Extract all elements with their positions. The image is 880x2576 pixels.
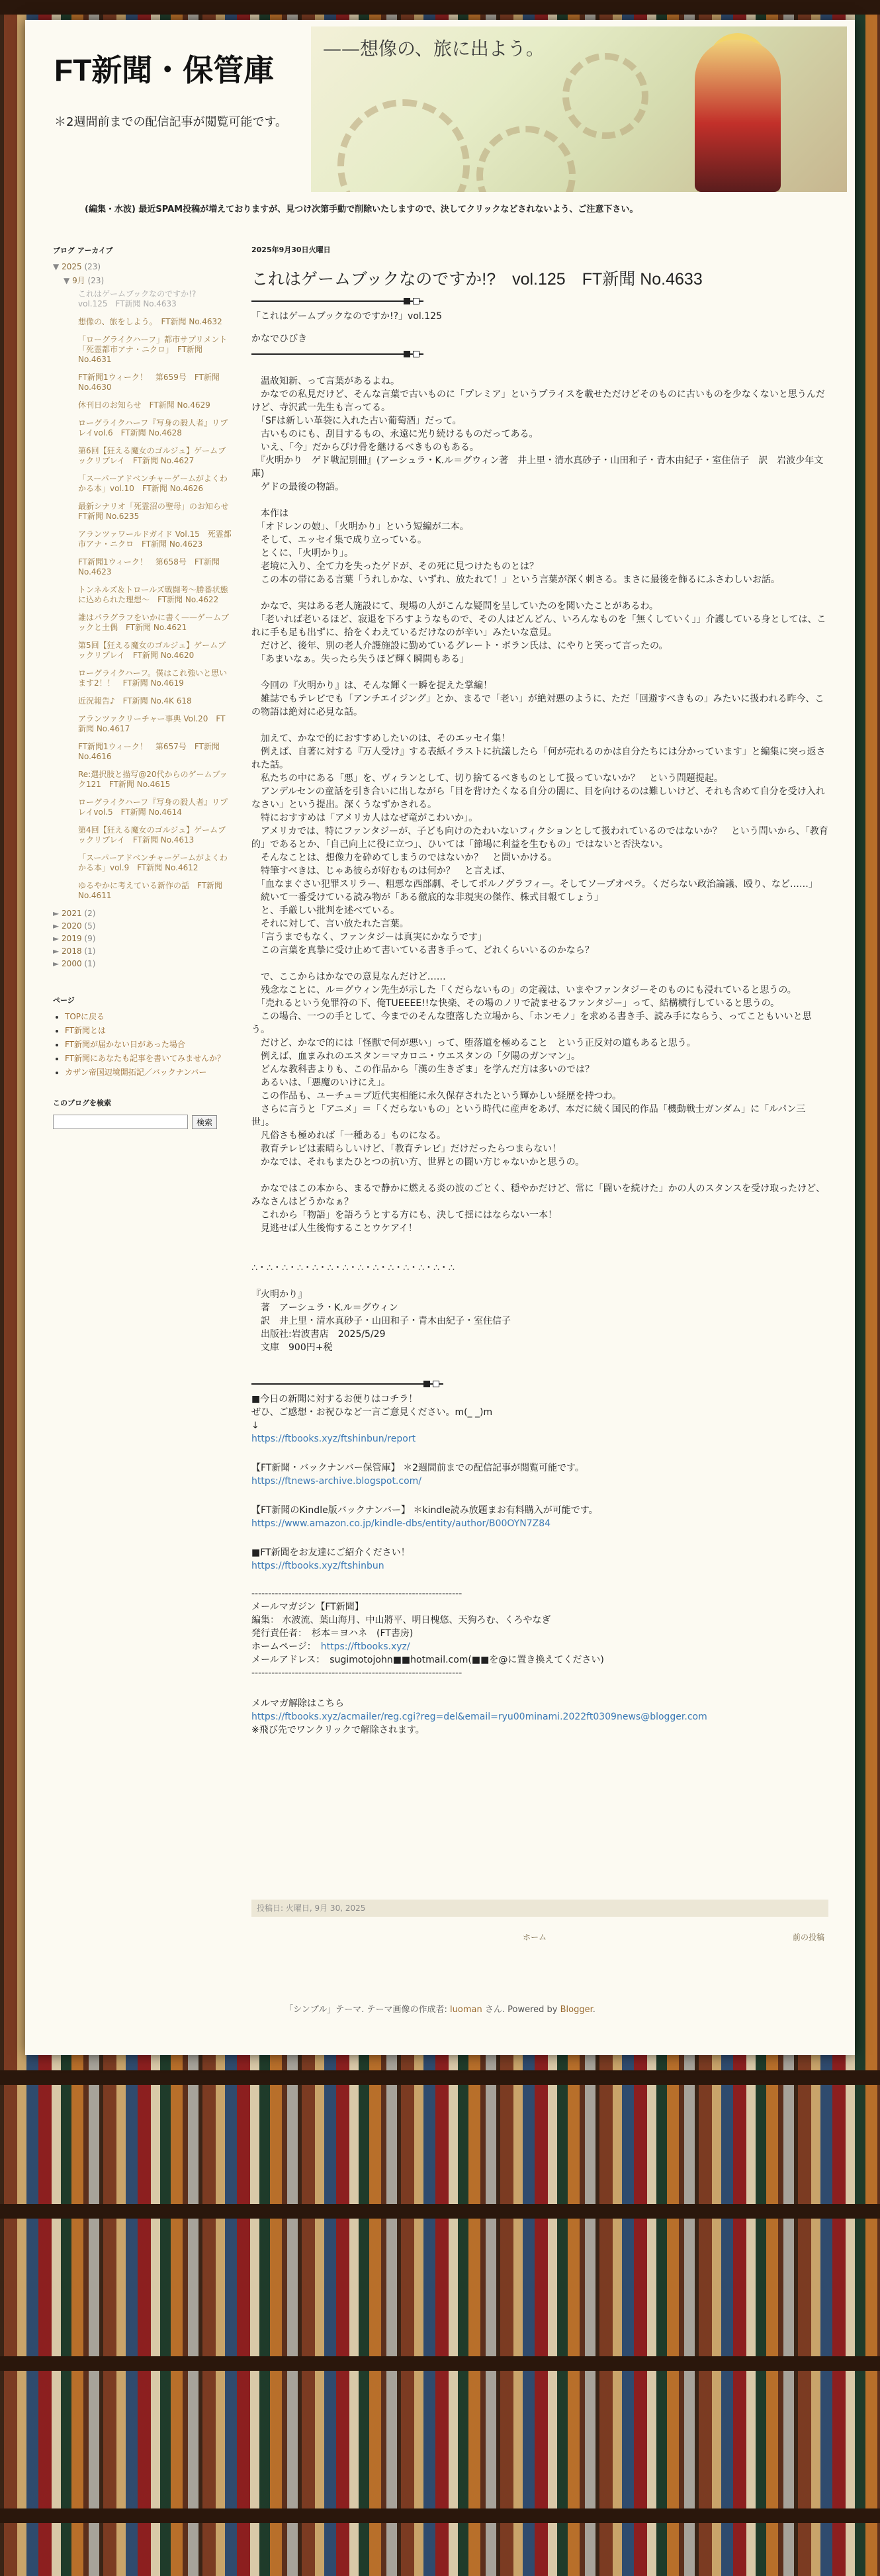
page-item[interactable] — [65, 1054, 232, 1064]
archive-post-item[interactable] — [78, 696, 232, 706]
archive-post-item[interactable] — [78, 881, 232, 901]
decorative-divider — [251, 298, 423, 304]
archive-post-link[interactable]: これはゲームブックなのですか!? vol.125 FT新聞 No.4633 — [78, 289, 204, 308]
magazine-line: メールマガジン【FT新聞】 — [251, 1602, 364, 1612]
archive-year-2020[interactable] — [53, 921, 232, 931]
archive-post-item[interactable] — [78, 714, 232, 734]
sidebar — [53, 245, 237, 1129]
collapse-triangle-icon[interactable]: ► — [53, 921, 62, 931]
archive-year-link[interactable]: 2020 — [62, 921, 82, 931]
share-text: ■FT新聞をお友達にご紹介ください！ — [251, 1547, 410, 1558]
backnumber-text: 【FT新聞・バックナンバー保管庫】 ＊2週間前までの配信記事が閲覧可能です。 — [251, 1463, 584, 1473]
archive-post-item[interactable] — [78, 418, 232, 438]
collapse-triangle-icon[interactable]: ► — [53, 934, 62, 943]
page-item[interactable] — [65, 1012, 232, 1022]
archive-year-list — [53, 909, 232, 968]
post-paragraph: 本作は 「オドレンの娘」、「火明かり」という短編が二本。 そして、エッセイ集で成り立っている。 とくに、「火明かり」。 老境に入り、全て力を失ったゲドが、その死に見つけたものとは？ この本の帯にある言葉「うれしかな、いずれ、放たれて！」という言葉が深く刺さる。まさに最後を飾るにふさわしいお話。 — [260, 508, 780, 585]
archive-year-link[interactable]: 2021 — [62, 909, 82, 918]
archive-post-item[interactable] — [78, 641, 232, 661]
homepage-label: ホームページ： — [251, 1641, 312, 1652]
archive-year-link[interactable]: 2025 — [62, 262, 82, 271]
archive-count: (23) — [84, 262, 101, 271]
archive-post-link[interactable]: 最新シナリオ「死霊沼の聖母」のお知らせ FT新聞 No.6235 — [78, 502, 237, 521]
archive-post-link[interactable]: アランツァワールドガイド Vol.15 死霊都市アナ・ニクロ FT新聞 No.4623 — [78, 529, 232, 549]
pages-heading: ページ — [53, 996, 75, 1005]
posted-date: 投稿日: 火曜日, 9月 30, 2025 — [257, 1904, 366, 1913]
archive-post-link[interactable]: Re:選択肢と描写@20代からのゲームブック121 FT新聞 No.4615 — [78, 770, 228, 789]
archive-post-link[interactable]: FT新聞1ウィーク！ 第658号 FT新聞 No.4623 — [78, 557, 220, 576]
credits-prefix: 「シンプル」テーマ. テーマ画像の作成者: — [285, 2005, 451, 2015]
archive-post-item[interactable] — [78, 798, 232, 817]
page-item[interactable] — [65, 1026, 232, 1036]
archive-post-link[interactable]: 第4回【狂える魔女のゴルジュ】ゲームブックリプレイ FT新聞 No.4613 — [78, 825, 226, 845]
archive-post-item[interactable] — [78, 668, 232, 688]
archive-post-item[interactable] — [78, 317, 232, 327]
archive-count: (5) — [84, 921, 96, 931]
share-link[interactable]: https://ftbooks.xyz/ftshinbun — [251, 1561, 384, 1571]
magazine-line: 編集： 水波流、葉山海月、中山將平、明日槐悠、天狗ろむ、くろやなぎ — [251, 1615, 551, 1626]
book-info-line: 『火明かり』 — [251, 1289, 307, 1300]
archive-post-item[interactable] — [78, 373, 232, 392]
book-info-line: 文庫 900円+税 — [251, 1342, 333, 1353]
post-body — [251, 375, 828, 1235]
archive-post-item[interactable] — [78, 853, 232, 873]
archive-year-2021[interactable] — [53, 909, 232, 918]
archive-post-link[interactable]: 第5回【狂える魔女のゴルジュ】ゲームブックリプレイ FT新聞 No.4620 — [78, 641, 226, 660]
blog-header — [25, 20, 855, 193]
older-post-link[interactable]: 前の投稿 — [792, 1933, 824, 1942]
archive-post-link[interactable]: 誰はパラグラフをいかに書く——ゲームブックと土偶 FT新聞 No.4621 — [78, 613, 230, 632]
collapse-triangle-icon[interactable]: ► — [53, 959, 62, 968]
page-link[interactable]: TOPに戻る — [65, 1012, 105, 1021]
archive-post-item[interactable] — [78, 825, 232, 845]
archive-post-link[interactable]: 近況報告♪ FT新聞 No.4K 618 — [78, 696, 192, 706]
post-author: かなでひびき — [251, 334, 307, 344]
rule-line: --------------------------------------------------------------- — [251, 1588, 462, 1599]
page-link[interactable]: FT新聞とは — [65, 1026, 107, 1035]
report-line: ぜひ、ご感想・お祝ひなど一言ご意見ください。m(_ _)m — [251, 1407, 493, 1418]
archive-post-item[interactable] — [78, 446, 232, 466]
archive-post-item[interactable] — [78, 335, 232, 365]
rule-line: --------------------------------------------------------------- — [251, 1668, 462, 1679]
archive-post-item[interactable] — [78, 289, 232, 309]
post-paragraph: かなではこの本から、まるで静かに燃える炎の波のごとく、穏やかだけど、常に「闘いを続けた」かの人のスタンスを受け取ったけど、みなさんはどうかなぁ？ これから「物語」を語ろうとする方にも、決して揺にはならない一本！ 見逃せば人生後悔することウケアイ！ — [251, 1183, 826, 1234]
archive-post-link[interactable]: 「ローグライクハーフ」都市サプリメント「死霊都市アナ・ニクロ」 FT新聞 No.4631 — [78, 335, 228, 364]
post-subtitle: 「これはゲームブックなのですか!?」vol.125 — [251, 311, 442, 322]
pages-list — [53, 1012, 232, 1078]
archive-post-link[interactable]: ローグライクハーフ。僕はこれ強いと思います2！！ FT新聞 No.4619 — [78, 668, 228, 688]
archive-post-link[interactable]: 「スーパーアドベンチャーゲームがよくわかる本」vol.10 FT新聞 No.4626 — [78, 474, 228, 493]
archive-post-link[interactable]: ゆるやかに考えている新作の話 FT新聞 No.4611 — [78, 881, 223, 900]
archive-count: (2) — [84, 909, 96, 918]
page-container — [25, 20, 855, 2055]
archive-post-link[interactable]: 第6回【狂える魔女のゴルジュ】ゲームブックリプレイ FT新聞 No.4627 — [78, 446, 226, 465]
collapse-triangle-icon[interactable]: ► — [53, 946, 62, 956]
archive-post-item[interactable] — [78, 770, 232, 790]
book-info-line: 著 アーシュラ・K.ル＝グウィン — [251, 1303, 398, 1313]
unsubscribe-label: メルマガ解除はこちら — [251, 1698, 344, 1709]
book-info-line: 出版社:岩波書店 2025/5/29 — [251, 1329, 386, 1340]
unsubscribe-link[interactable]: https://ftbooks.xyz/acmailer/reg.cgi?reg=del&email=ryu00minami.2022ft0309news@blogger.com — [251, 1712, 707, 1722]
report-lead: ■今日の新聞に対するお便りはコチラ！ — [251, 1394, 418, 1404]
archive-count: (1) — [84, 946, 96, 956]
archive-heading: ブログ アーカイブ — [53, 246, 113, 255]
search-button[interactable]: 検索 — [192, 1115, 217, 1129]
magazine-line: 発行責任者： 杉本＝ヨハネ (FT書房) — [251, 1628, 414, 1639]
post-paragraph: 今回の『火明かり』は、そんな輝く一瞬を捉えた掌編！ 雑誌でもテレビでも「アンチエイジング」とか、まるで「老い」が絶対悪のように、ただ「回避すべきもの」みたいに扱われる昨今、この物語は絶対に必見な話。 — [251, 680, 824, 717]
theme-author-link[interactable]: luoman — [450, 2005, 482, 2015]
archive-year-2025[interactable] — [53, 262, 232, 271]
kindle-text: 【FT新聞のKindle版バックナンバー】 ＊kindle読み放題まお有料購入が可能です。 — [251, 1505, 598, 1516]
credits-suffix: . — [592, 2005, 595, 2015]
archive-month-link[interactable]: 9月 — [72, 276, 85, 285]
homepage-row — [251, 1640, 828, 1653]
blogger-link[interactable]: Blogger — [560, 2005, 593, 2015]
archive-year-link[interactable]: 2018 — [62, 946, 82, 956]
archive-month-september[interactable] — [64, 275, 232, 286]
text-divider: ∴・∴・∴・∴・∴・∴・∴・∴・∴・∴・∴・∴・∴・∴ — [251, 1263, 455, 1273]
page-link[interactable]: FT新聞にあなたも記事を書いてみませんか？ — [65, 1054, 226, 1063]
post-title[interactable]: これはゲームブックなのですか!? vol.125 FT新聞 No.4633 — [251, 270, 703, 289]
archive-post-item[interactable] — [78, 742, 232, 762]
search-heading: このブログを検索 — [53, 1099, 111, 1107]
banner-tagline: ——想像の、旅に出よう。 — [323, 38, 545, 60]
archive-post-item[interactable] — [78, 557, 232, 577]
header-banner-image — [311, 26, 847, 192]
blog-title[interactable]: FT新聞・保管庫 — [54, 53, 275, 87]
archive-post-link[interactable]: FT新聞1ウィーク！ 第659号 FT新聞 No.4630 — [78, 373, 220, 392]
expand-triangle-icon[interactable]: ▼ — [53, 262, 60, 271]
page-link[interactable]: カザン帝国辺境開拓記／バックナンバー — [65, 1068, 207, 1077]
mail-address: メールアドレス： sugimotojohn■■hotmail.com(■■を@に置き換えてください) — [251, 1655, 604, 1665]
archive-post-list — [53, 289, 237, 901]
archive-count: (9) — [84, 934, 96, 943]
home-link[interactable]: ホーム — [523, 1933, 547, 1942]
report-link[interactable]: https://ftbooks.xyz/ftshinbun/report — [251, 1434, 416, 1444]
down-arrow: ↓ — [251, 1420, 259, 1431]
kindle-link[interactable]: https://www.amazon.co.jp/kindle-dbs/entity/author/B00OYN7Z84 — [251, 1518, 551, 1529]
book-info-line: 訳 井上里・清水真砂子・山田和子・青木由紀子・室住信子 — [251, 1316, 511, 1326]
archive-post-link[interactable]: 休刊日のお知らせ FT新聞 No.4629 — [78, 400, 210, 410]
page-item[interactable] — [65, 1068, 232, 1078]
archive-count: (23) — [87, 276, 105, 285]
search-form — [53, 1115, 232, 1129]
unsubscribe-note: ※飛び先でワンクリックで解除されます。 — [251, 1725, 425, 1735]
page-item[interactable] — [65, 1040, 232, 1050]
archive-year-link[interactable]: 2019 — [62, 934, 82, 943]
archive-post-link[interactable]: FT新聞1ウィーク！ 第657号 FT新聞 No.4616 — [78, 742, 220, 761]
archive-post-item[interactable] — [78, 502, 237, 522]
post-paragraph: 温故知新、って言葉があるよね。 かなでの私見だけど、そんな言葉で古いものに「プレミア」というプライスを載せただけどそのものに古いものを少なくないと思うんだけど、寺沢武一先生も言ってる。 「SFは新しい革袋に入れた古い葡萄酒」だって。 古いものにも、刮目するもの、永遠に光り続けるものだってある。 いえ、「今」だからぴけ骨を継けるべきものもある。 『火明かり ゲド戦記別冊』(アーシュラ・K.ル＝グウィン著 井上里・清水真砂子・山田和子・青木由紀子・室住信子 訳 岩波少年文庫) ゲドの最後の物語。 — [251, 376, 825, 492]
archive-post-item[interactable] — [78, 613, 232, 633]
archive-post-link[interactable]: アランツァクリーチャー事典 Vol.20 FT新聞 No.4617 — [78, 714, 226, 733]
post-footer — [251, 1900, 828, 1917]
page-link[interactable]: FT新聞が届かない日があった場合 — [65, 1040, 185, 1049]
attribution — [25, 2002, 855, 2015]
post-paragraph: で、ここからはかなでの意見なんだけど…… 残念なことに、ル＝グウィン先生が示した「くだらないもの」の定義は、いまやファンタジーそのものにも浸れていると思うの。 「売れるという免罪符の下、俺TUEEEE!!な快楽、その場のノリで読ませるファンタジー」って、結構横行していると思うの。 この場合、一つの手として、今までのそんな堕落した立場から、「ホンモノ」を求める書き手、読み手にならう、ってこともいいと思う。 だけど、かなで的には「怪獸で何が悪い」って、堕落道を極めること という正反対の道もあると思う。 例えば、血まみれのエスタン＝マカロニ・ウエスタンの「夕陽のガンマン」。 どんな教科書よりも、この作品から「漢の生きざま」を学んだ方は多いのでは？ あるいは、「悪魔のいけにえ」。 この作品も、ユーチュ＝ブ近代実相能に永久保存されたという輝かしい経歴を持つわ。 さらに言うと「アニメ」＝「くだらないもの」という時代に産声をあげ、本だに続く国民的作品「機動戦士ガンダム」に「ルパン三世」。 凡俗さも極めれば「一種ある」ものになる。 教育テレビは素晴らしいけど、「教育テレビ」だけだったらつまらない！ かなでは、それもまたひとつの抗い方、世界との闘い方じゃないかと思うの。 — [251, 972, 812, 1168]
search-input[interactable] — [53, 1115, 188, 1129]
archive-post-link[interactable]: ローグライクハーフ『写身の殺人者』リプレイvol.5 FT新聞 No.4614 — [78, 798, 228, 817]
archive-post-item[interactable] — [78, 585, 232, 605]
book-info — [251, 1288, 828, 1354]
post-paragraph: 加えて、かなで的におすすめしたいのは、そのエッセイ集！ 例えば、自著に対する『万人受け』する表紙イラストに抗議したら「何が売れるのかは自分たちには分かっています」と編集に突っ返された話。 私たちの中にある「悪」を、ヴィランとして、切り捨てるべきものとして扱っていないか？ という問題提起。 アンデルセンの童話を引き合いに出しながら「目を背けたくなる自分の闇に、目を向けるのは難しいけど、それも含めて自分を受け入れなさい」という提出。深くうなずかされる。 特におすすめは「アメリカ人はなぜ竜がこわいか」。 アメリカでは、特にファンタジーが、子ども向けのたわいないフィクションとして扱われているのではないか？ という問いから、「教育的」であるとか、「自己向上に役に立つ」、ひいては「節場に利益を生むもの」ではないと否決ない。 そんなことは、想像力を砕めてしまうのではないか？ と問いかける。 特筆すべきは、じゃあ彼らが好むものは何か？ と言えば、 「血なまぐさい犯罪スリラー、粗悪な西部劇、そしてポルノグラフィー。そしてソープオペラ。くだらない政治論議、殴り、など……」 続いて一番受けている読み物が「ある徹底的な非現実の傑作、株式目報てしょう」 と、手厳しい批判を述べている。 それに対して、言い放たれた言葉。 「言うまでもなく、ファンタジーは真実にかなうです」 この言葉を真摯に受け止めて書いている書き手って、どれくらいいるのかなら？ — [251, 733, 828, 956]
homepage-link[interactable]: https://ftbooks.xyz/ — [320, 1641, 410, 1652]
archive-year-link[interactable]: 2000 — [62, 959, 82, 968]
archive-year-2019[interactable] — [53, 934, 232, 943]
archive-year-2018[interactable] — [53, 946, 232, 956]
blog-description: ＊2週間前までの配信記事が閲覧可能です。 — [54, 115, 288, 129]
character-illustration — [695, 40, 781, 192]
archive-post-item[interactable] — [78, 400, 232, 410]
archive-post-link[interactable]: 「スーパーアドベンチャーゲームがよくわかる本」vol.9 FT新聞 No.4612 — [78, 853, 228, 872]
expand-triangle-icon[interactable]: ▼ — [64, 276, 70, 285]
magazine-info — [251, 1600, 828, 1640]
post-date: 2025年9月30日火曜日 — [251, 246, 331, 254]
collapse-triangle-icon[interactable]: ► — [53, 909, 62, 918]
archive-post-link[interactable]: ローグライクハーフ『写身の殺人者』リプレイvol.6 FT新聞 No.4628 — [78, 418, 228, 437]
main-content — [251, 244, 828, 1737]
credits-mid: さん. Powered by — [482, 2005, 560, 2015]
archive-post-item[interactable] — [78, 474, 232, 494]
archive-post-link[interactable]: 想像の、旅をしよう。 FT新聞 No.4632 — [78, 317, 222, 326]
backnumber-link[interactable]: https://ftnews-archive.blogspot.com/ — [251, 1476, 422, 1487]
decorative-divider — [251, 1381, 443, 1387]
archive-count: (1) — [84, 959, 96, 968]
archive-year-2000[interactable] — [53, 959, 232, 968]
spam-notice: (編集・水波) 最近SPAM投稿が増えておりますが、見つけ次第手動で削除いたしますので、決してクリックなどされないよう、ご注意下さい。 — [85, 205, 638, 214]
decorative-divider — [251, 351, 423, 357]
archive-post-item[interactable] — [78, 529, 232, 549]
post-paragraph: かなで、実はある老人施設にて、現場の人がこんな疑問を呈していたのを聞いたことがあるわ。 「老いれば老いるほど、寂退を下ろすようなもので、その人はどんどん、いろんなものを「無くしていく」」介護している身としては、これに手も足も出ずに、拾をくわえているだけなのが辛い」みたいな意見。 だけど、後年、別の老人介護施設に勤めているグレート・ボラン氏は、にやりと笑って言ったの。 「あまいなぁ。失ったら失うほど輝く瞬間もある」 — [251, 601, 826, 665]
archive-post-link[interactable]: トンネルズ＆トロールズ戦闘考〜勝番状態に込められた理想〜 FT新聞 No.4622 — [78, 585, 228, 604]
